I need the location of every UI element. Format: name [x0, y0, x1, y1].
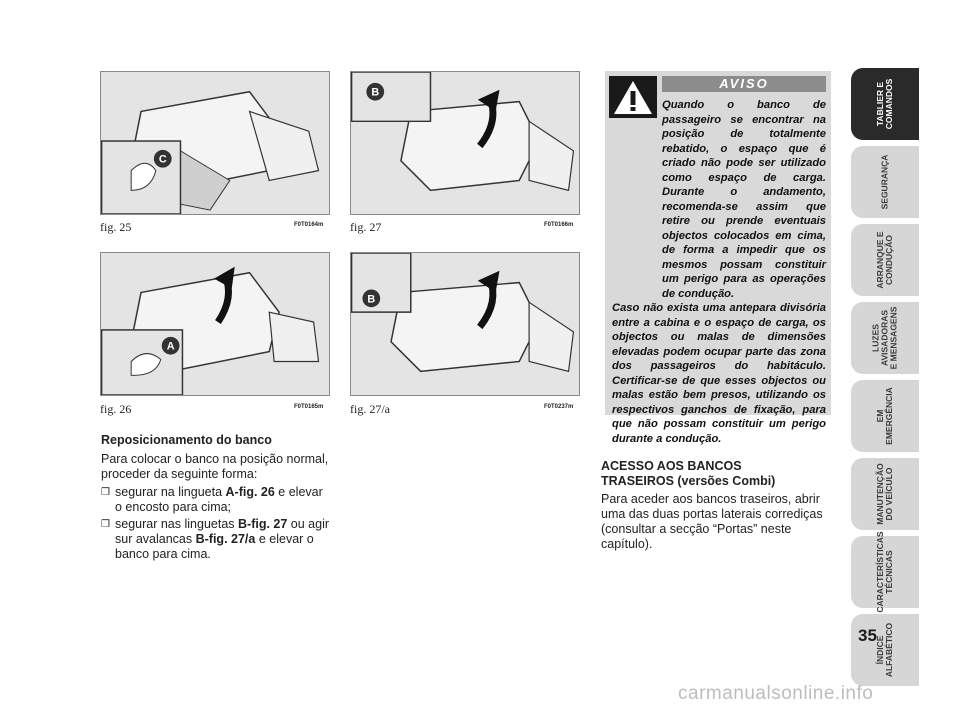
watermark: carmanualsonline.info [678, 683, 874, 704]
marker-label: A [166, 340, 175, 353]
seat-illustration [101, 253, 329, 395]
marker-label: B [367, 293, 376, 306]
bullet-text: e elevar o encosto para cima; [115, 485, 323, 514]
tab-label: SEGURANÇA [879, 154, 890, 210]
tab-seguranca[interactable] [851, 146, 919, 218]
tab-label: CARACTERÍSTICAS TÉCNICAS [875, 531, 894, 613]
figure-27a [350, 252, 580, 396]
warning-title: AVISO [662, 76, 826, 92]
section-intro: Para colocar o banco na posição normal, proceder da seguinte forma: [101, 452, 329, 481]
reposition-section [101, 433, 333, 564]
figure-26 [100, 252, 330, 396]
tab-label: EM EMERGÊNCIA [875, 387, 894, 445]
bullet-text: segurar nas linguetas [115, 517, 238, 531]
figure-27 [350, 71, 580, 215]
list-item [101, 485, 333, 515]
figure-caption: fig. 26 [100, 402, 132, 416]
seat-illustration [351, 72, 579, 214]
figure-code: F0T0165m [294, 404, 324, 410]
warning-text [612, 98, 826, 446]
figure-reference: B-fig. 27/a [195, 532, 256, 546]
figure-25 [100, 71, 330, 215]
warning-text-1: Quando o banco de passageiro se encontrar na posição de totalmente rebatido, o espaço que é criado não pode ser utilizado como espaço de carga. Durante o andamento, recomenda-se assim que retire ou prende eventuais objectos colocados em cima, de forma a impedir que os mesmos possam constituir um perigo para as operações de condução. [662, 99, 826, 300]
marker-label: C [158, 153, 167, 166]
tab-indice-alfabetico[interactable] [851, 614, 919, 686]
marker-label: B [371, 86, 380, 99]
figure-caption: fig. 25 [100, 220, 132, 234]
tab-label: ARRANQUE E CONDUÇÃO [875, 231, 894, 289]
checkbox-bullet-icon: ❒ [101, 519, 110, 530]
tab-label: ÍNDICE ALFABÉTICO [875, 622, 894, 678]
tab-label: TABLIER E COMANDOS [875, 78, 894, 130]
figure-reference: B-fig. 27 [238, 517, 288, 531]
section-heading [601, 459, 833, 489]
figure-code: F0T0237m [544, 404, 574, 410]
bullet-text: e elevar o banco para cima. [115, 532, 314, 561]
figure-reference: A-fig. 26 [225, 485, 275, 499]
tab-manutencao[interactable] [851, 458, 919, 530]
section-heading: Reposicionamento do banco [101, 433, 272, 447]
section-body: Para aceder aos bancos traseiros, abrir uma das duas portas laterais corrediças (consultar a secção “Portas” neste capítulo). [601, 492, 823, 551]
seat-illustration [101, 72, 329, 214]
heading-line: ACESSO AOS BANCOS [601, 459, 742, 473]
bullet-text: segurar na lingueta [115, 485, 226, 499]
tab-luzes-avisadoras[interactable] [851, 302, 919, 374]
warning-text-2: Caso não exista uma antepara divisória entre a cabina e o espaço de carga, os objectos ou malas de dimensões elevadas podem ocupar parte das zona dos passageiros do habitáculo. Certificar-se de que esses objectos ou malas estão bem presos, utilizando os respectivos ganchos de fixação, para que não possam constituir um perigo durante a condução. [612, 302, 826, 445]
tab-arranque-conducao[interactable] [851, 224, 919, 296]
seat-illustration [351, 253, 579, 395]
figure-caption: fig. 27 [350, 220, 382, 234]
warning-paragraph [612, 98, 826, 301]
page-number: 35 [858, 626, 877, 645]
tab-caracteristicas[interactable] [851, 531, 919, 613]
list-item [101, 517, 333, 562]
access-section [601, 459, 833, 555]
tab-em-emergencia[interactable] [851, 380, 919, 452]
figure-code: F0T0166m [544, 222, 574, 228]
tab-label: LUZES AVISADORAS E MENSAGENS [870, 306, 899, 370]
bullet-text: ou agir sur avalancas [115, 517, 330, 546]
checkbox-bullet-icon: ❒ [101, 487, 110, 498]
tab-tablier-comandos[interactable] [851, 68, 919, 140]
tab-label: MANUTENÇÃO DO VEÍCULO [875, 463, 894, 525]
warning-paragraph [612, 301, 826, 446]
heading-line: TRASEIROS (versões Combi) [601, 474, 776, 488]
figure-caption: fig. 27/a [350, 402, 390, 416]
figure-code: F0T0164m [294, 222, 324, 228]
